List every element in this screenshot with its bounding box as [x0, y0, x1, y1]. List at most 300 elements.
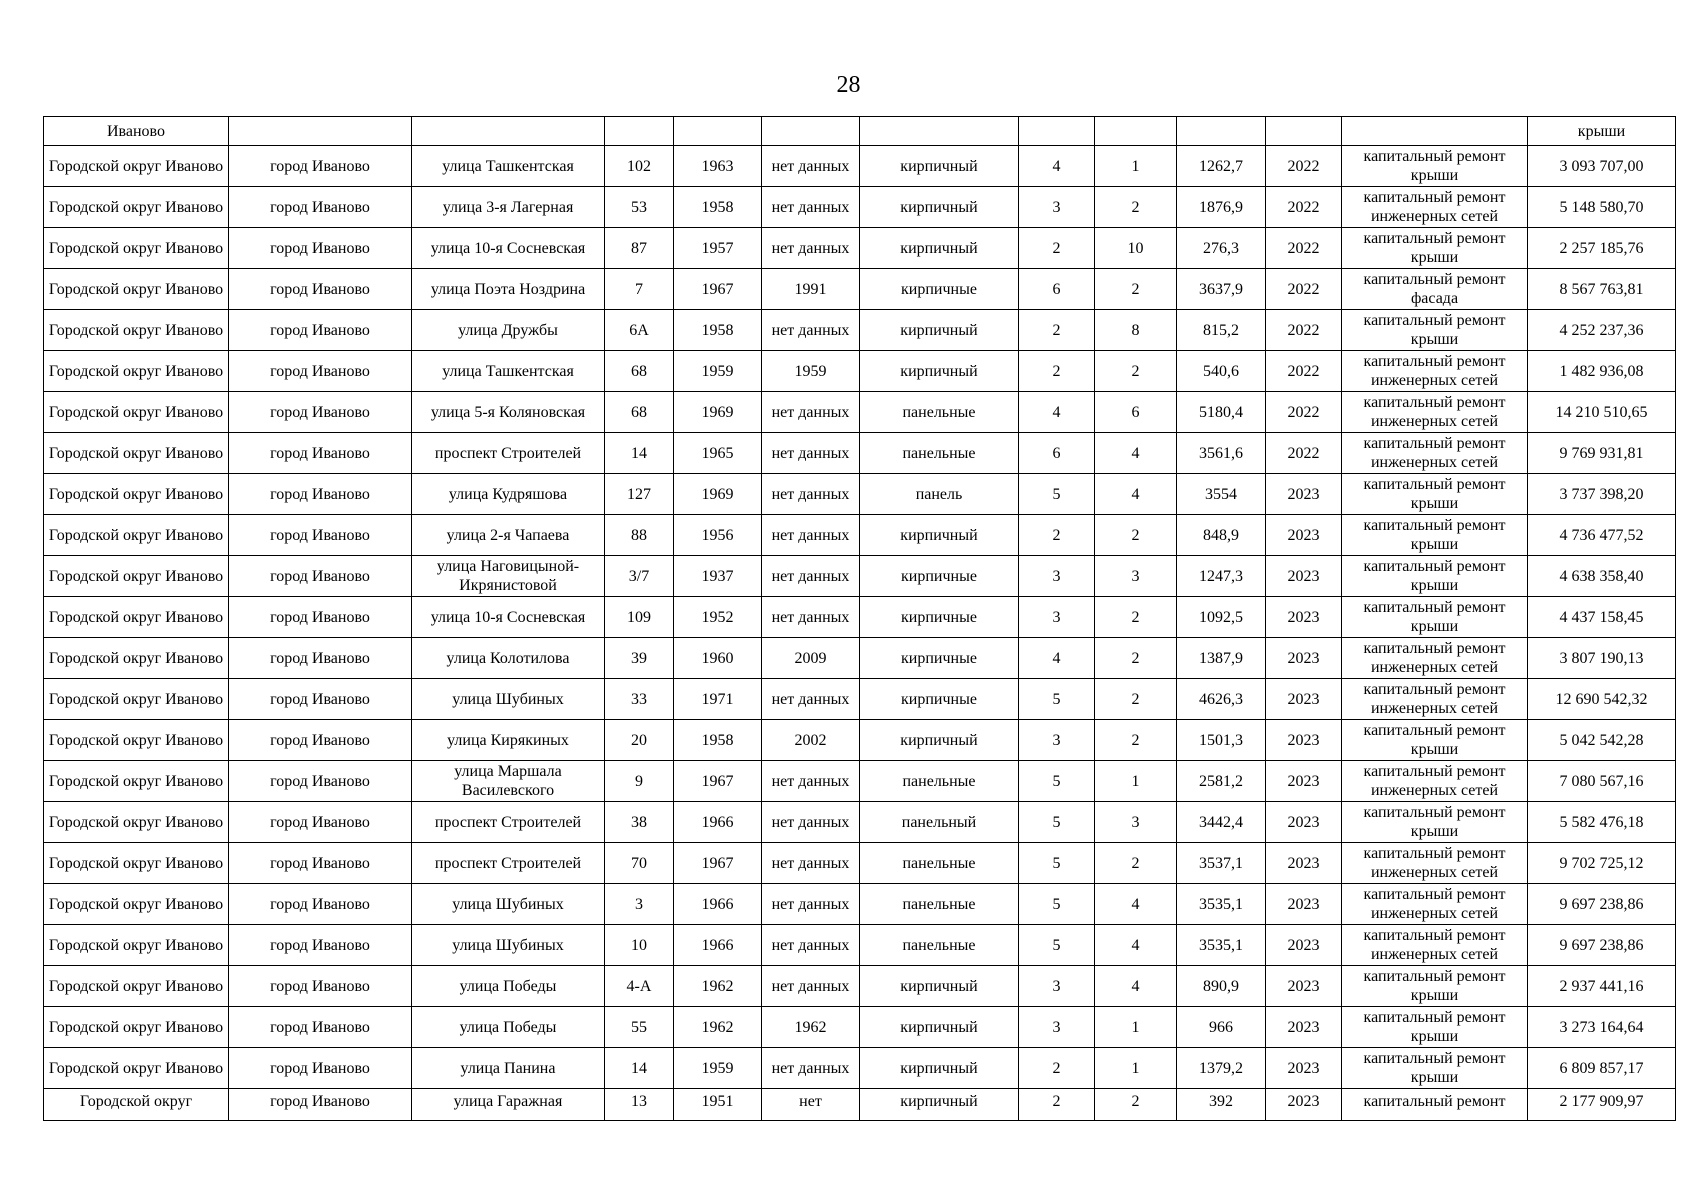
- cell-settlement: город Иваново: [229, 187, 412, 228]
- cell-area: 3561,6: [1177, 433, 1266, 474]
- cell-wall-material: кирпичный: [860, 720, 1019, 761]
- cell-repair-year: 2023: [1266, 1048, 1342, 1089]
- table-row: [44, 884, 1676, 925]
- cell-entrances: 10: [1095, 228, 1177, 269]
- table-row-cut: [44, 1089, 1676, 1121]
- cell-house-number: 88: [605, 515, 674, 556]
- cell-wall-material: кирпичные: [860, 597, 1019, 638]
- cell-repair-type: капитальный ремонт фасада: [1342, 269, 1528, 310]
- cell-repair-type: капитальный ремонт инженерных сетей: [1342, 884, 1528, 925]
- cell-house-number: 127: [605, 474, 674, 515]
- cell-build-year: 1966: [674, 925, 762, 966]
- cell-wall-material: панельные: [860, 433, 1019, 474]
- cell-floors: [1019, 117, 1095, 146]
- cell-street: улица Панина: [412, 1048, 605, 1089]
- cell-municipality: Городской округ Иваново: [44, 515, 229, 556]
- cell-municipality: Городской округ Иваново: [44, 761, 229, 802]
- cell-repair-year: 2023: [1266, 1089, 1342, 1121]
- table-row: [44, 474, 1676, 515]
- cell-wall-material: кирпичный: [860, 1048, 1019, 1089]
- cell-floors: 5: [1019, 474, 1095, 515]
- page-number: 28: [836, 72, 861, 98]
- cell-floors: 2: [1019, 515, 1095, 556]
- table-row: [44, 351, 1676, 392]
- cell-repair-year: 2023: [1266, 556, 1342, 597]
- cell-cost: 5 042 542,28: [1528, 720, 1676, 761]
- table-row: [44, 761, 1676, 802]
- cell-settlement: город Иваново: [229, 843, 412, 884]
- cell-last-renovation-year: 2009: [762, 638, 860, 679]
- cell-floors: 5: [1019, 884, 1095, 925]
- cell-wall-material: кирпичный: [860, 187, 1019, 228]
- cell-street: улица Шубиных: [412, 679, 605, 720]
- cell-house-number: 70: [605, 843, 674, 884]
- cell-repair-type: капитальный ремонт инженерных сетей: [1342, 433, 1528, 474]
- cell-settlement: город Иваново: [229, 802, 412, 843]
- cell-floors: 3: [1019, 597, 1095, 638]
- cell-settlement: город Иваново: [229, 351, 412, 392]
- table-row: [44, 966, 1676, 1007]
- cell-entrances: 4: [1095, 966, 1177, 1007]
- cell-last-renovation-year: 1991: [762, 269, 860, 310]
- cell-cost: 3 807 190,13: [1528, 638, 1676, 679]
- cell-last-renovation-year: нет данных: [762, 966, 860, 1007]
- cell-street: улица Кудряшова: [412, 474, 605, 515]
- cell-repair-year: 2022: [1266, 310, 1342, 351]
- cell-entrances: [1095, 117, 1177, 146]
- cell-street: улица Кирякиных: [412, 720, 605, 761]
- table-row: [44, 802, 1676, 843]
- cell-municipality: Городской округ Иваново: [44, 474, 229, 515]
- cell-last-renovation-year: нет: [762, 1089, 860, 1121]
- cell-last-renovation-year: 1962: [762, 1007, 860, 1048]
- cell-cost: 5 582 476,18: [1528, 802, 1676, 843]
- table-row: [44, 1048, 1676, 1089]
- cell-area: 1387,9: [1177, 638, 1266, 679]
- cell-street: улица Победы: [412, 1007, 605, 1048]
- cell-repair-year: 2023: [1266, 761, 1342, 802]
- cell-repair-year: 2022: [1266, 228, 1342, 269]
- cell-settlement: город Иваново: [229, 638, 412, 679]
- cell-repair-type: капитальный ремонт инженерных сетей: [1342, 392, 1528, 433]
- cell-settlement: город Иваново: [229, 966, 412, 1007]
- cell-entrances: 1: [1095, 146, 1177, 187]
- cell-floors: 2: [1019, 1089, 1095, 1121]
- cell-municipality: Городской округ Иваново: [44, 1007, 229, 1048]
- cell-settlement: город Иваново: [229, 269, 412, 310]
- table-row: [44, 597, 1676, 638]
- cell-street: улица Дружбы: [412, 310, 605, 351]
- table-row: [44, 1007, 1676, 1048]
- cell-repair-type: капитальный ремонт крыши: [1342, 802, 1528, 843]
- cell-municipality: Городской округ Иваново: [44, 638, 229, 679]
- table-row: [44, 638, 1676, 679]
- cell-street: улица 3-я Лагерная: [412, 187, 605, 228]
- cell-repair-year: 2023: [1266, 720, 1342, 761]
- cell-street: улица Победы: [412, 966, 605, 1007]
- cell-last-renovation-year: [762, 117, 860, 146]
- cell-cost: 9 697 238,86: [1528, 884, 1676, 925]
- cell-build-year: 1962: [674, 966, 762, 1007]
- table-row: [44, 310, 1676, 351]
- cell-area: 848,9: [1177, 515, 1266, 556]
- cell-entrances: 8: [1095, 310, 1177, 351]
- cell-last-renovation-year: нет данных: [762, 802, 860, 843]
- cell-cost: 3 093 707,00: [1528, 146, 1676, 187]
- cell-street: проспект Строителей: [412, 802, 605, 843]
- cell-repair-year: 2023: [1266, 515, 1342, 556]
- cell-last-renovation-year: нет данных: [762, 1048, 860, 1089]
- cell-entrances: 2: [1095, 597, 1177, 638]
- cell-street: улица Шубиных: [412, 884, 605, 925]
- cell-floors: 2: [1019, 351, 1095, 392]
- cell-last-renovation-year: нет данных: [762, 228, 860, 269]
- cell-area: 3442,4: [1177, 802, 1266, 843]
- table-row: [44, 269, 1676, 310]
- cell-build-year: 1958: [674, 187, 762, 228]
- cell-area: 5180,4: [1177, 392, 1266, 433]
- cell-settlement: город Иваново: [229, 761, 412, 802]
- cell-floors: 3: [1019, 966, 1095, 1007]
- cell-cost: 14 210 510,65: [1528, 392, 1676, 433]
- table-row: [44, 392, 1676, 433]
- cell-cost: 7 080 567,16: [1528, 761, 1676, 802]
- cell-floors: 2: [1019, 1048, 1095, 1089]
- cell-area: 1876,9: [1177, 187, 1266, 228]
- cell-street: улица Ташкентская: [412, 146, 605, 187]
- cell-house-number: 7: [605, 269, 674, 310]
- cell-build-year: 1966: [674, 884, 762, 925]
- cell-repair-year: 2023: [1266, 679, 1342, 720]
- cell-settlement: город Иваново: [229, 1007, 412, 1048]
- cell-entrances: 6: [1095, 392, 1177, 433]
- cell-build-year: 1965: [674, 433, 762, 474]
- cell-street: улица Поэта Ноздрина: [412, 269, 605, 310]
- cell-floors: 5: [1019, 843, 1095, 884]
- cell-entrances: 4: [1095, 925, 1177, 966]
- cell-street: улица 10-я Сосневская: [412, 228, 605, 269]
- cell-wall-material: кирпичные: [860, 269, 1019, 310]
- cell-cost: 1 482 936,08: [1528, 351, 1676, 392]
- cell-municipality: Городской округ Иваново: [44, 310, 229, 351]
- cell-settlement: [229, 117, 412, 146]
- cell-repair-year: 2023: [1266, 843, 1342, 884]
- cell-cost: 6 809 857,17: [1528, 1048, 1676, 1089]
- cell-area: 1092,5: [1177, 597, 1266, 638]
- cell-house-number: 109: [605, 597, 674, 638]
- cell-entrances: 4: [1095, 474, 1177, 515]
- cell-floors: 4: [1019, 146, 1095, 187]
- cell-last-renovation-year: нет данных: [762, 884, 860, 925]
- table-row: [44, 228, 1676, 269]
- cell-wall-material: панельные: [860, 761, 1019, 802]
- cell-repair-type: капитальный ремонт крыши: [1342, 1048, 1528, 1089]
- cell-floors: 2: [1019, 228, 1095, 269]
- cell-cost: 2 257 185,76: [1528, 228, 1676, 269]
- cell-house-number: 87: [605, 228, 674, 269]
- cell-floors: 5: [1019, 679, 1095, 720]
- cell-wall-material: кирпичный: [860, 966, 1019, 1007]
- cell-entrances: 1: [1095, 761, 1177, 802]
- cell-street: улица 10-я Сосневская: [412, 597, 605, 638]
- cell-build-year: 1951: [674, 1089, 762, 1121]
- cell-floors: 5: [1019, 761, 1095, 802]
- table-body: [44, 117, 1676, 1121]
- cell-entrances: 4: [1095, 433, 1177, 474]
- cell-floors: 6: [1019, 433, 1095, 474]
- cell-entrances: 2: [1095, 638, 1177, 679]
- cell-floors: 5: [1019, 802, 1095, 843]
- cell-entrances: 2: [1095, 679, 1177, 720]
- cell-wall-material: панельные: [860, 843, 1019, 884]
- cell-municipality: Городской округ Иваново: [44, 351, 229, 392]
- cell-area: 966: [1177, 1007, 1266, 1048]
- cell-entrances: 3: [1095, 802, 1177, 843]
- cell-municipality: Городской округ Иваново: [44, 187, 229, 228]
- cell-street: улица Колотилова: [412, 638, 605, 679]
- cell-repair-year: 2022: [1266, 351, 1342, 392]
- cell-repair-year: 2023: [1266, 925, 1342, 966]
- cell-entrances: 2: [1095, 843, 1177, 884]
- cell-last-renovation-year: нет данных: [762, 392, 860, 433]
- cell-house-number: 10: [605, 925, 674, 966]
- cell-cost: 2 937 441,16: [1528, 966, 1676, 1007]
- cell-build-year: 1952: [674, 597, 762, 638]
- cell-wall-material: кирпичные: [860, 556, 1019, 597]
- cell-wall-material: панельные: [860, 884, 1019, 925]
- cell-repair-type: капитальный ремонт крыши: [1342, 966, 1528, 1007]
- cell-repair-type: капитальный ремонт инженерных сетей: [1342, 187, 1528, 228]
- cell-repair-type: капитальный ремонт крыши: [1342, 720, 1528, 761]
- cell-area: 2581,2: [1177, 761, 1266, 802]
- cell-entrances: 2: [1095, 187, 1177, 228]
- cell-build-year: 1959: [674, 1048, 762, 1089]
- cell-repair-year: 2022: [1266, 269, 1342, 310]
- cell-entrances: 2: [1095, 1089, 1177, 1121]
- table-row: [44, 720, 1676, 761]
- cell-cost: 3 273 164,64: [1528, 1007, 1676, 1048]
- cell-house-number: 33: [605, 679, 674, 720]
- cell-build-year: [674, 117, 762, 146]
- cell-last-renovation-year: нет данных: [762, 433, 860, 474]
- cell-build-year: 1969: [674, 474, 762, 515]
- cell-repair-type: капитальный ремонт крыши: [1342, 228, 1528, 269]
- cell-build-year: 1956: [674, 515, 762, 556]
- cell-area: 3554: [1177, 474, 1266, 515]
- cell-last-renovation-year: нет данных: [762, 761, 860, 802]
- cell-area: 1379,2: [1177, 1048, 1266, 1089]
- cell-street: проспект Строителей: [412, 433, 605, 474]
- cell-repair-type: капитальный ремонт инженерных сетей: [1342, 761, 1528, 802]
- cell-settlement: город Иваново: [229, 925, 412, 966]
- cell-floors: 3: [1019, 1007, 1095, 1048]
- table-row: [44, 843, 1676, 884]
- cell-area: 890,9: [1177, 966, 1266, 1007]
- cell-wall-material: панельные: [860, 925, 1019, 966]
- cell-repair-year: 2023: [1266, 966, 1342, 1007]
- cell-repair-year: 2023: [1266, 1007, 1342, 1048]
- cell-entrances: 2: [1095, 720, 1177, 761]
- cell-repair-year: 2023: [1266, 802, 1342, 843]
- cell-municipality: Городской округ Иваново: [44, 228, 229, 269]
- cell-last-renovation-year: нет данных: [762, 310, 860, 351]
- cell-entrances: 1: [1095, 1048, 1177, 1089]
- cell-build-year: 1966: [674, 802, 762, 843]
- cell-settlement: город Иваново: [229, 1048, 412, 1089]
- cell-repair-type: капитальный ремонт инженерных сетей: [1342, 679, 1528, 720]
- cell-house-number: 55: [605, 1007, 674, 1048]
- cell-build-year: 1962: [674, 1007, 762, 1048]
- cell-repair-type: капитальный ремонт крыши: [1342, 310, 1528, 351]
- cell-street: [412, 117, 605, 146]
- cell-municipality: Городской округ Иваново: [44, 925, 229, 966]
- cell-settlement: город Иваново: [229, 310, 412, 351]
- cell-area: 540,6: [1177, 351, 1266, 392]
- cell-house-number: 20: [605, 720, 674, 761]
- cell-cost: 9 697 238,86: [1528, 925, 1676, 966]
- cell-wall-material: кирпичный: [860, 515, 1019, 556]
- table-row: [44, 679, 1676, 720]
- cell-build-year: 1958: [674, 720, 762, 761]
- cell-house-number: 38: [605, 802, 674, 843]
- cell-repair-type: капитальный ремонт инженерных сетей: [1342, 843, 1528, 884]
- cell-cost: 8 567 763,81: [1528, 269, 1676, 310]
- cell-repair-type: [1342, 117, 1528, 146]
- cell-house-number: 13: [605, 1089, 674, 1121]
- cell-repair-type: капитальный ремонт крыши: [1342, 597, 1528, 638]
- cell-cost: 4 736 477,52: [1528, 515, 1676, 556]
- cell-area: 3535,1: [1177, 925, 1266, 966]
- cell-repair-type: капитальный ремонт крыши: [1342, 146, 1528, 187]
- cell-floors: 3: [1019, 187, 1095, 228]
- cell-cost: 9 769 931,81: [1528, 433, 1676, 474]
- cell-street: проспект Строителей: [412, 843, 605, 884]
- cell-street: улица Шубиных: [412, 925, 605, 966]
- cell-build-year: 1967: [674, 269, 762, 310]
- cell-municipality: Городской округ Иваново: [44, 720, 229, 761]
- cell-municipality: Городской округ Иваново: [44, 597, 229, 638]
- cell-settlement: город Иваново: [229, 679, 412, 720]
- table-row: [44, 925, 1676, 966]
- cell-area: 3535,1: [1177, 884, 1266, 925]
- cell-municipality: Городской округ Иваново: [44, 433, 229, 474]
- cell-last-renovation-year: нет данных: [762, 146, 860, 187]
- cell-street: улица 2-я Чапаева: [412, 515, 605, 556]
- cell-build-year: 1963: [674, 146, 762, 187]
- cell-house-number: 14: [605, 433, 674, 474]
- cell-settlement: город Иваново: [229, 515, 412, 556]
- cell-settlement: город Иваново: [229, 884, 412, 925]
- cell-last-renovation-year: 1959: [762, 351, 860, 392]
- cell-floors: 6: [1019, 269, 1095, 310]
- cell-build-year: 1967: [674, 843, 762, 884]
- cell-wall-material: [860, 117, 1019, 146]
- cell-last-renovation-year: нет данных: [762, 556, 860, 597]
- cell-cost: 4 437 158,45: [1528, 597, 1676, 638]
- cell-last-renovation-year: нет данных: [762, 597, 860, 638]
- cell-street: улица Гаражная: [412, 1089, 605, 1121]
- cell-municipality: Городской округ Иваново: [44, 1048, 229, 1089]
- cell-street: улица Ташкентская: [412, 351, 605, 392]
- cell-wall-material: панель: [860, 474, 1019, 515]
- cell-repair-type: капитальный ремонт инженерных сетей: [1342, 638, 1528, 679]
- cell-repair-year: 2023: [1266, 597, 1342, 638]
- cell-build-year: 1937: [674, 556, 762, 597]
- cell-municipality: Городской округ Иваново: [44, 556, 229, 597]
- cell-entrances: 3: [1095, 556, 1177, 597]
- cell-wall-material: кирпичный: [860, 1089, 1019, 1121]
- cell-last-renovation-year: нет данных: [762, 515, 860, 556]
- cell-floors: 3: [1019, 556, 1095, 597]
- cell-floors: 4: [1019, 392, 1095, 433]
- cell-repair-type: капитальный ремонт крыши: [1342, 474, 1528, 515]
- table-row: [44, 433, 1676, 474]
- cell-settlement: город Иваново: [229, 146, 412, 187]
- cell-last-renovation-year: нет данных: [762, 187, 860, 228]
- cell-settlement: город Иваново: [229, 228, 412, 269]
- housing-registry-table: [43, 116, 1676, 1121]
- cell-entrances: 4: [1095, 884, 1177, 925]
- table-row: [44, 146, 1676, 187]
- cell-area: 1247,3: [1177, 556, 1266, 597]
- cell-area: 276,3: [1177, 228, 1266, 269]
- cell-repair-type: капитальный ремонт инженерных сетей: [1342, 351, 1528, 392]
- cell-municipality: Городской округ Иваново: [44, 884, 229, 925]
- cell-repair-year: 2023: [1266, 638, 1342, 679]
- cell-cost: 5 148 580,70: [1528, 187, 1676, 228]
- cell-settlement: город Иваново: [229, 720, 412, 761]
- cell-repair-type: капитальный ремонт крыши: [1342, 515, 1528, 556]
- cell-house-number: 53: [605, 187, 674, 228]
- cell-settlement: город Иваново: [229, 597, 412, 638]
- cell-municipality: Городской округ Иваново: [44, 146, 229, 187]
- cell-street: улица Маршала Василевского: [412, 761, 605, 802]
- cell-house-number: 9: [605, 761, 674, 802]
- cell-repair-year: [1266, 117, 1342, 146]
- cell-house-number: 68: [605, 351, 674, 392]
- table-row: [44, 515, 1676, 556]
- cell-last-renovation-year: нет данных: [762, 474, 860, 515]
- cell-repair-year: 2022: [1266, 146, 1342, 187]
- cell-last-renovation-year: нет данных: [762, 679, 860, 720]
- cell-municipality: Иваново: [44, 117, 229, 146]
- cell-cost: 9 702 725,12: [1528, 843, 1676, 884]
- cell-wall-material: кирпичный: [860, 146, 1019, 187]
- cell-last-renovation-year: нет данных: [762, 843, 860, 884]
- cell-area: [1177, 117, 1266, 146]
- cell-floors: 5: [1019, 925, 1095, 966]
- cell-repair-year: 2022: [1266, 433, 1342, 474]
- cell-repair-type: капитальный ремонт крыши: [1342, 1007, 1528, 1048]
- cell-area: 1501,3: [1177, 720, 1266, 761]
- cell-settlement: город Иваново: [229, 474, 412, 515]
- table-row-continued: [44, 117, 1676, 146]
- cell-house-number: 3/7: [605, 556, 674, 597]
- cell-entrances: 2: [1095, 515, 1177, 556]
- cell-last-renovation-year: нет данных: [762, 925, 860, 966]
- cell-build-year: 1957: [674, 228, 762, 269]
- cell-entrances: 2: [1095, 351, 1177, 392]
- cell-municipality: Городской округ Иваново: [44, 966, 229, 1007]
- cell-entrances: 2: [1095, 269, 1177, 310]
- cell-repair-type: капитальный ремонт инженерных сетей: [1342, 925, 1528, 966]
- cell-wall-material: панельные: [860, 392, 1019, 433]
- cell-house-number: 3: [605, 884, 674, 925]
- cell-wall-material: панельный: [860, 802, 1019, 843]
- cell-entrances: 1: [1095, 1007, 1177, 1048]
- cell-last-renovation-year: 2002: [762, 720, 860, 761]
- cell-build-year: 1971: [674, 679, 762, 720]
